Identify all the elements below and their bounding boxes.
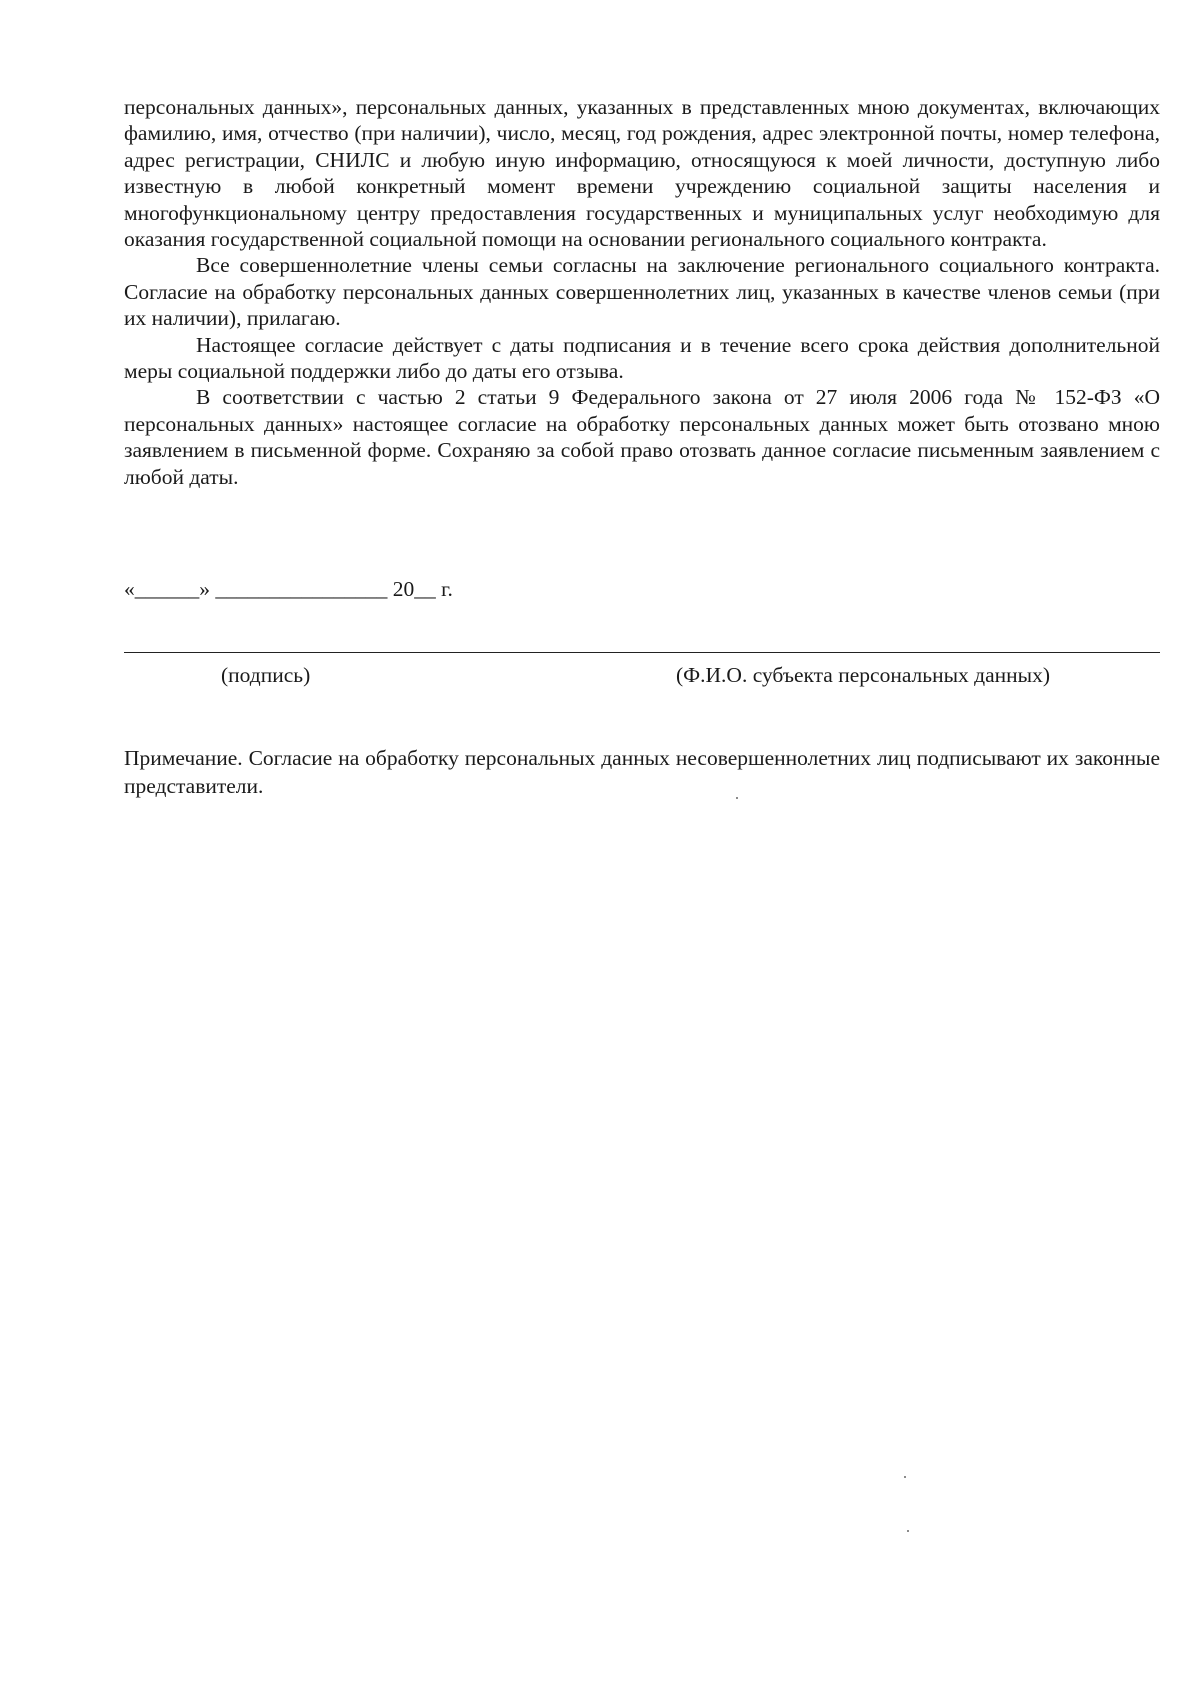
paragraph-family-members-consent: Все совершеннолетние члены семьи согласны на заключение регионального социального контракта. Согласие на обработку персональных данных совершеннолетних лиц, указанных в качестве членов семьи (при их наличии), прилагаю. xyxy=(124,253,1160,331)
paragraph-personal-data-continuation: персональных данных», персональных данных, указанных в представленных мною документах, включающих фамилию, имя, отчество (при наличии), число, месяц, год рождения, адрес электронной почты, номер телефона, адрес регистрации, СНИЛС и любую иную информацию, относящуюся к моей личности, доступную либо известную в любой конкретный момент времени учреждению социальной защиты населения и многофункциональному центру предоставления государственных и муниципальных услуг необходимую для оказания государственной социальной помощи на основании регионального социального контракта. xyxy=(124,95,1160,252)
consent-body xyxy=(124,94,1160,490)
paragraph-withdrawal-right: В соответствии с частью 2 статьи 9 Федерального закона от 27 июля 2006 года № 152-ФЗ «О персональных данных» настоящее согласие на обработку персональных данных может быть отозвано мною заявлением в письменной форме. Сохраняю за собой право отозвать данное согласие письменным заявлением с любой даты. xyxy=(124,385,1160,489)
note xyxy=(124,744,1160,800)
scan-speck xyxy=(736,797,738,799)
full-name-caption: (Ф.И.О. субъекта персональных данных) xyxy=(676,663,1051,687)
paragraph-validity-period: Настоящее согласие действует с даты подписания и в течение всего срока действия дополнительной меры социальной поддержки либо до даты его отзыва. xyxy=(124,332,1160,384)
scan-speck xyxy=(907,1530,909,1532)
date-field: «______» ________________ 20__ г. xyxy=(124,577,453,601)
signature-line xyxy=(124,652,1160,653)
scan-speck xyxy=(904,1476,906,1478)
note-text: Примечание. Согласие на обработку персональных данных несовершеннолетних лиц подписывают их законные представители. xyxy=(124,746,1160,798)
signature-caption: (подпись) xyxy=(221,663,311,687)
